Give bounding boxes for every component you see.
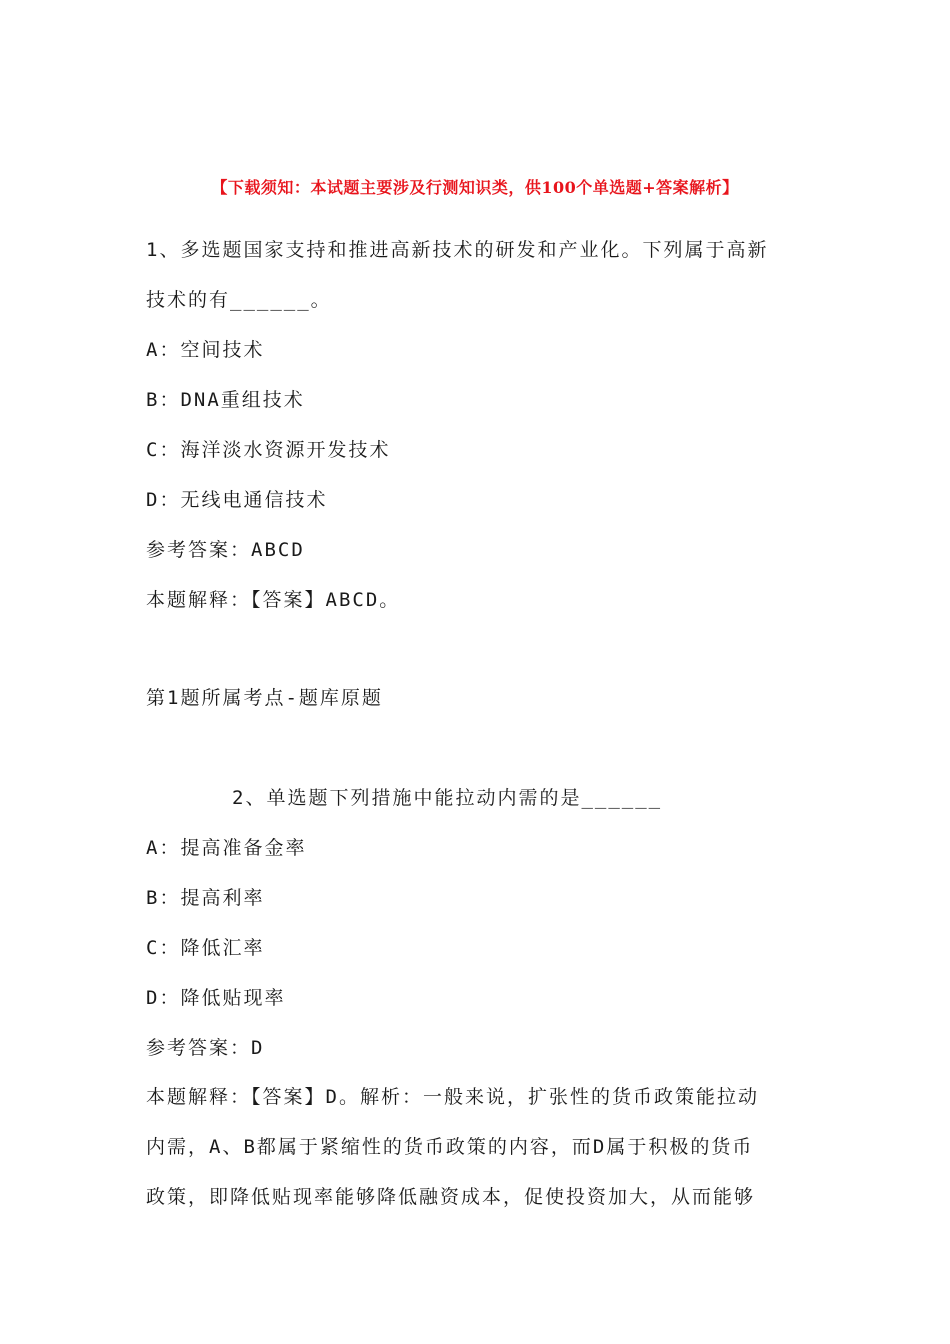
question-1-answer: 参考答案：ABCD (146, 539, 305, 561)
question-2-option-a: A：提高准备金率 (146, 837, 307, 859)
question-2-explanation-line-1: 本题解释：【答案】D。解析：一般来说，扩张性的货币政策能拉动 (146, 1086, 759, 1108)
question-2-explanation-line-2: 内需，A、B都属于紧缩性的货币政策的内容，而D属于积极的货币 (146, 1136, 754, 1158)
question-1-option-a: A：空间技术 (146, 339, 265, 361)
question-1-option-c: C：海洋淡水资源开发技术 (146, 439, 391, 461)
question-2-stem: 2、单选题下列措施中能拉动内需的是______ (232, 787, 663, 809)
question-1-stem-line-2: 技术的有______。 (146, 289, 332, 311)
question-1-option-d: D：无线电通信技术 (146, 489, 328, 511)
question-1-topic: 第1题所属考点-题库原题 (146, 687, 383, 709)
question-1-stem-line-1: 1、多选题国家支持和推进高新技术的研发和产业化。下列属于高新 (146, 239, 769, 261)
question-2-option-d: D：降低贴现率 (146, 987, 286, 1009)
question-2-answer: 参考答案：D (146, 1037, 265, 1059)
question-1-explanation: 本题解释：【答案】ABCD。 (146, 589, 401, 611)
download-notice: 【下载须知：本试题主要涉及行测知识类，供100个单选题+答案解析】 (211, 178, 739, 197)
question-2-option-b: B：提高利率 (146, 887, 265, 909)
question-1-option-b: B：DNA重组技术 (146, 389, 305, 411)
question-2-explanation-line-3: 政策，即降低贴现率能够降低融资成本，促使投资加大，从而能够 (146, 1186, 756, 1208)
question-2-option-c: C：降低汇率 (146, 937, 265, 959)
